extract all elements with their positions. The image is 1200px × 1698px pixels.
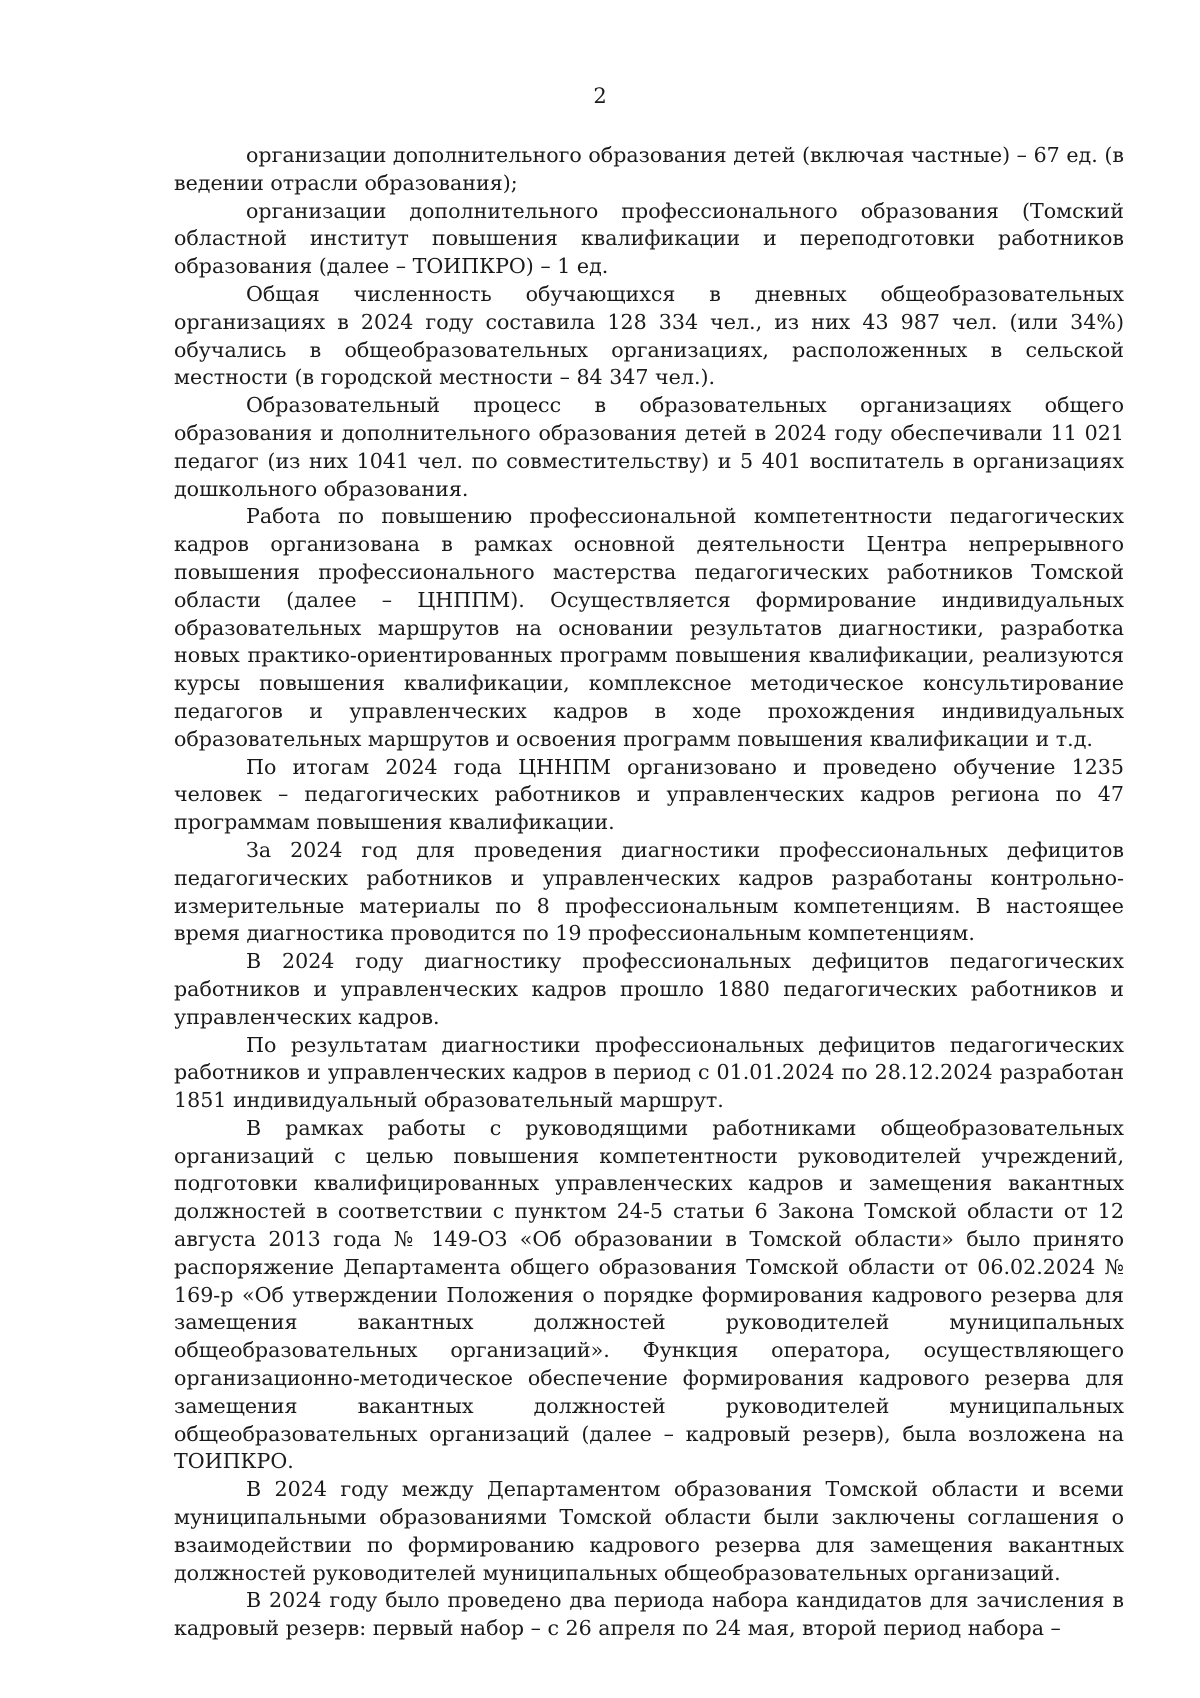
paragraph-training-results: По итогам 2024 года ЦННПМ организовано и проведено обучение 1235 человек – педагогических работников и управленческих кадров региона по 47 программам повышения квалификации. (174, 754, 1124, 835)
paragraph-teachers-count: Образовательный процесс в образовательных организациях общего образования и дополнительного образования детей в 2024 году обеспечивали 11 021 педагог (из них 1041 чел. по совместительству) и 5 401 воспитатель в организациях дошкольного образования. (174, 393, 1124, 501)
paragraph-diagnostics-passed: В 2024 году диагностику профессиональных дефицитов педагогических работников и управленческих кадров прошло 1880 педагогических работников и управленческих кадров. (174, 949, 1124, 1029)
paragraph-additional-education-children: организации дополнительного образования детей (включая частные) – 67 ед. (в ведении отрасли образования); (174, 143, 1124, 195)
paragraph-personnel-reserve-order: В рамках работы с руководящими работниками общеобразовательных организаций с целью повышения компетентности руководителей учреждений, подготовки квалифицированных управленческих кадров и замещения вакантных должностей в соответствии с пунктом 24-5 статьи 6 Закона Томской области от 12 августа 2013 года № 149-ОЗ «Об образовании в Томской области» было принято распоряжение Департамента общего образования Томской области от 06.02.2024 № 169-р «Об утверждении Положения о порядке формирования кадрового резерва для замещения вакантных должностей руководителей муниципальных общеобразовательных организаций». Функция оператора, осуществляющего организационно-методическое обеспечение формирования кадрового резерва для замещения вакантных должностей руководителей муниципальных общеобразовательных организаций (далее – кадровый резерв), была возложена на ТОИПКРО. (174, 1115, 1124, 1474)
paragraph-individual-routes: По результатам диагностики профессиональных дефицитов педагогических работников и управленческих кадров в период с 01.01.2024 по 28.12.2024 разработан 1851 индивидуальный образовательный маршрут. (174, 1032, 1124, 1113)
document-body (174, 142, 1124, 1643)
page-number: 2 (593, 84, 607, 108)
paragraph-student-count: Общая численность обучающихся в дневных общеобразовательных организациях в 2024 году составила 128 334 чел., из них 43 987 чел. (или 34%) обучались в общеобразовательных организациях, расположенных в сельской местности (в городской местности – 84 347 чел.). (174, 281, 1124, 390)
paragraph-additional-professional-education: организации дополнительного профессионального образования (Томский областной институт повышения квалификации и переподготовки работников образования (далее – ТОИПКРО) – 1 ед. (174, 198, 1124, 279)
paragraph-diagnostics-materials: За 2024 год для проведения диагностики профессиональных дефицитов педагогических работников и управленческих кадров разработаны контрольно-измерительные материалы по 8 профессиональным компетенциям. В настоящее время диагностика проводится по 19 профессиональным компетенциям. (174, 837, 1124, 946)
paragraph-recruitment-periods: В 2024 году было проведено два периода набора кандидатов для зачисления в кадровый резерв: первый набор – с 26 апреля по 24 мая, второй период набора – (174, 1588, 1124, 1641)
paragraph-cnppm-work: Работа по повышению профессиональной компетентности педагогических кадров организована в рамках основной деятельности Центра непрерывного повышения профессионального мастерства педагогических работников Томской области (далее – ЦНППМ). Осуществляется формирование индивидуальных образовательных маршрутов на основании результатов диагностики, разработка новых практико-ориентированных программ повышения квалификации, реализуются курсы повышения квалификации, комплексное методическое консультирование педагогов и управленческих кадров в ходе прохождения индивидуальных образовательных маршрутов и освоения программ повышения квалификации и т.д. (174, 504, 1124, 751)
paragraph-agreements: В 2024 году между Департаментом образования Томской области и всеми муниципальными образованиями Томской области были заключены соглашения о взаимодействии по формированию кадрового резерва для замещения вакантных должностей руководителей муниципальных общеобразовательных организаций. (174, 1477, 1124, 1585)
